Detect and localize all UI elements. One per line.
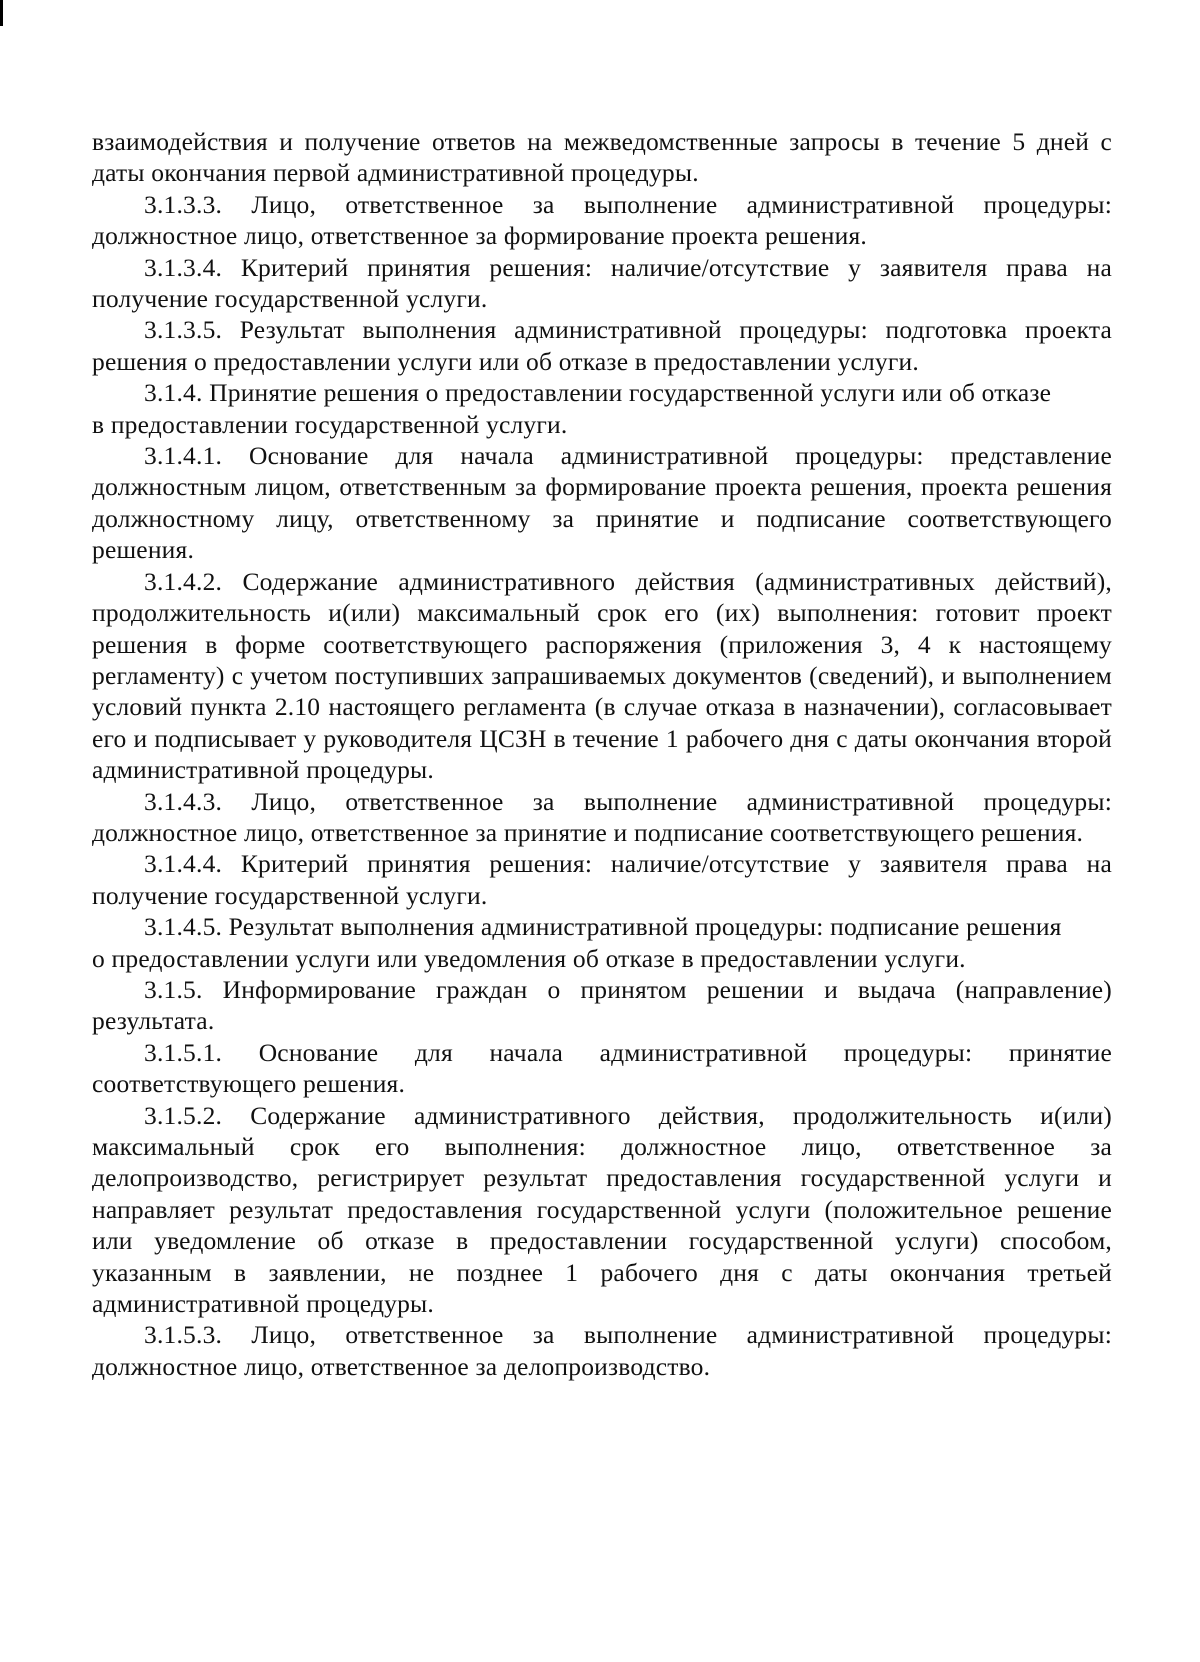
paragraph: в предоставлении государственной услуги. [92,409,568,439]
paragraph: 3.1.3.4. Критерий принятия решения: наличие/отсутствие у заявителя права на получение государственной услуги. [92,252,1112,314]
document-body [92,126,1112,1382]
paragraph: 3.1.4.4. Критерий принятия решения: наличие/отсутствие у заявителя права на получение государственной услуги. [92,849,1112,910]
paragraph: 3.1.4.5. Результат выполнения административной процедуры: подписание решения [144,912,1062,942]
paragraph: 3.1.5. Информирование граждан о принятом решении и выдача (направление) результата. [92,974,1112,1036]
paragraph: 3.1.4.2. Содержание административного действия (административных действий), продолжительность и(или) максимальный срок его (их) выполнения: готовит проект решения в форме соответствующего распоряжения (приложения 3, 4 к настоящему регламенту) с учетом поступивших запрашиваемых документов (сведений), и выполнением условий пункта 2.10 настоящего регламента (в случае отказа в назначении), согласовывает его и подписывает у руководителя ЦСЗН в течение 1 рабочего дня с даты окончания второй административной процедуры. [92,566,1112,785]
paragraph: взаимодействия и получение ответов на межведомственные запросы в течение 5 дней с даты окончания первой административной процедуры. [92,127,1112,188]
paragraph: 3.1.5.2. Содержание административного действия, продолжительность и(или) максимальный срок его выполнения: должностное лицо, ответственное за делопроизводство, регистрирует результат предоставления государственной услуги и направляет результат предоставления государственной услуги (положительное решение или уведомление об отказе в предоставлении государственной услуги) способом, указанным в заявлении, не позднее 1 рабочего дня с даты окончания третьей административной процедуры. [92,1100,1112,1319]
paragraph: 3.1.4.3. Лицо, ответственное за выполнение административной процедуры: должностное лицо, ответственное за принятие и подписание соответствующего решения. [92,786,1112,847]
paragraph: 3.1.4.1. Основание для начала административной процедуры: представление должностным лицом, ответственным за формирование проекта решения, проекта решения должностному лицу, ответственному за принятие и подписание соответствующего решения. [92,441,1112,565]
paragraph: 3.1.3.5. Результат выполнения административной процедуры: подготовка проекта решения о предоставлении услуги или об отказе в предоставлении услуги. [92,315,1112,376]
scan-edge-mark [0,0,3,26]
paragraph: 3.1.4. Принятие решения о предоставлении государственной услуги или об отказе [144,378,1052,408]
paragraph: о предоставлении услуги или уведомления об отказе в предоставлении услуги. [92,943,966,973]
paragraph: 3.1.3.3. Лицо, ответственное за выполнение административной процедуры: должностное лицо, ответственное за формирование проекта решения. [92,189,1112,251]
paragraph: 3.1.5.1. Основание для начала административной процедуры: принятие соответствующего решения. [92,1037,1112,1099]
paragraph: 3.1.5.3. Лицо, ответственное за выполнение административной процедуры: должностное лицо, ответственное за делопроизводство. [92,1320,1112,1381]
